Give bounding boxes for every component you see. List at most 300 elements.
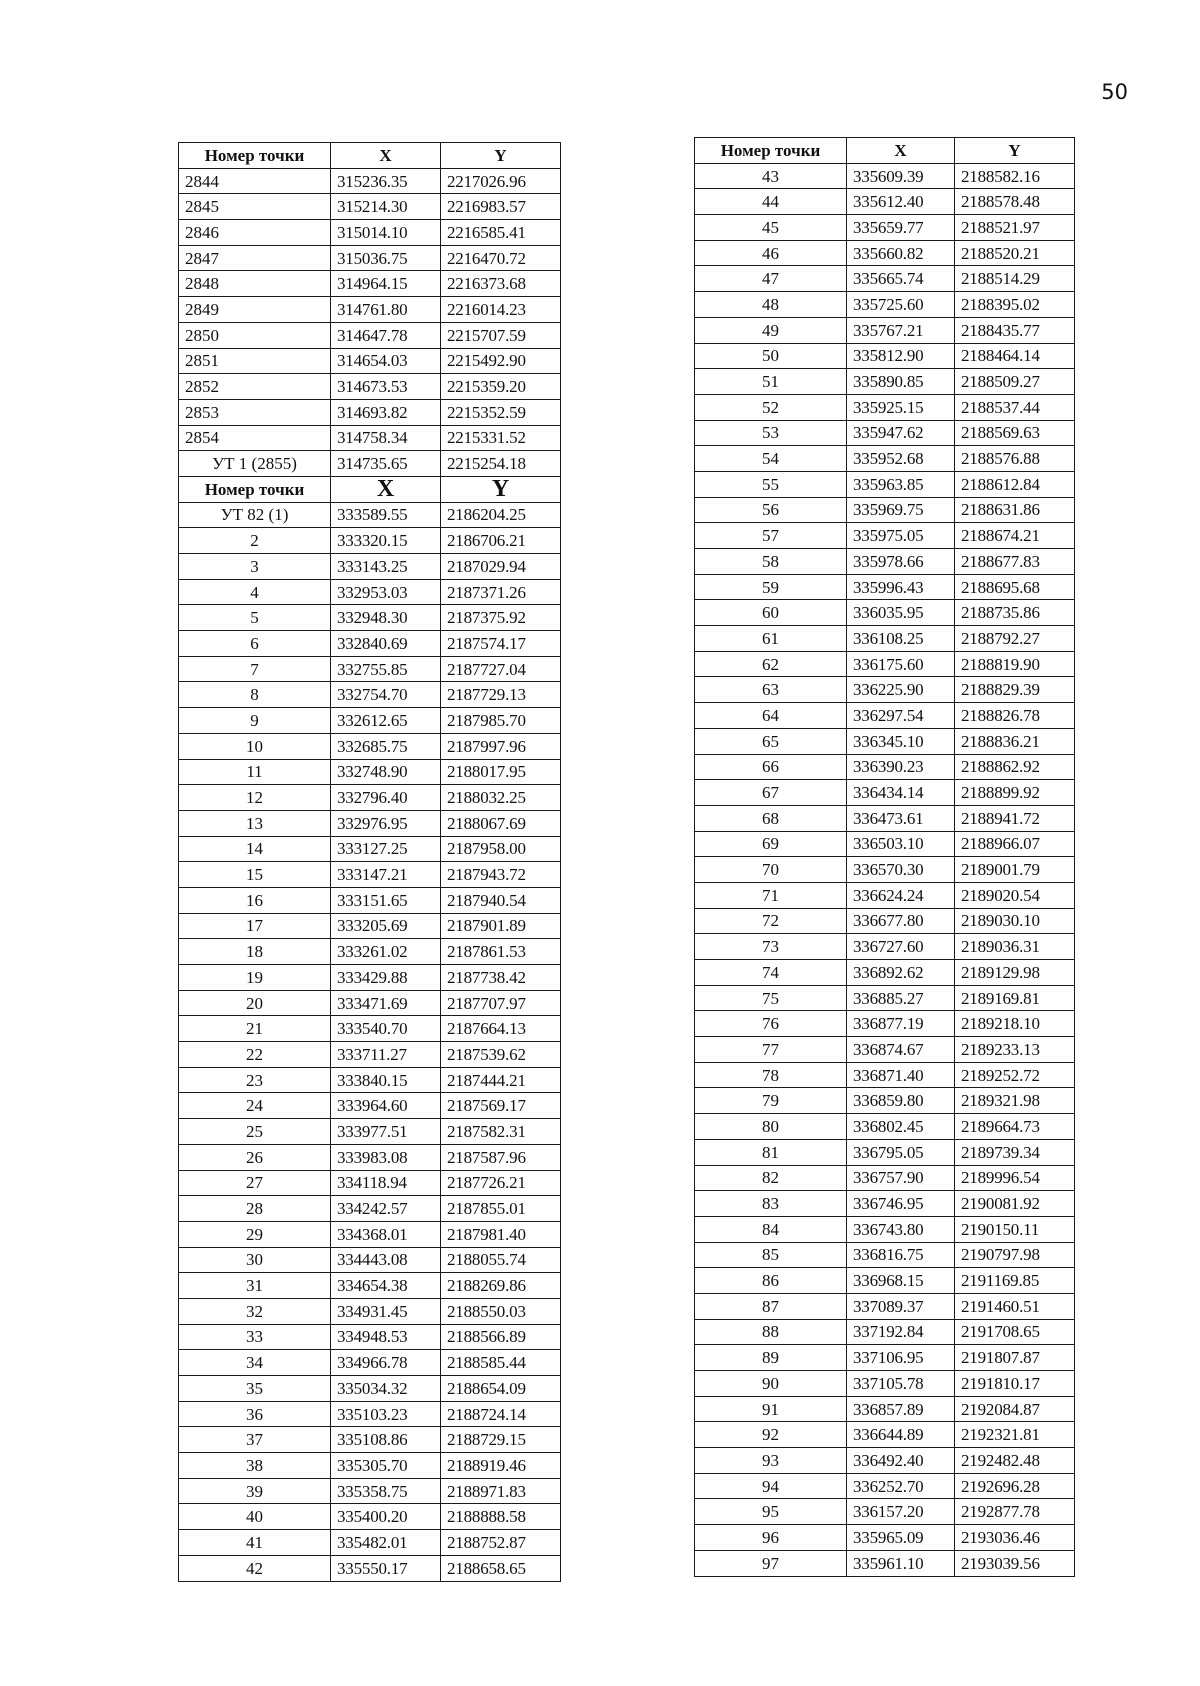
table-row	[179, 554, 561, 580]
table-row	[179, 1196, 561, 1222]
table-row	[695, 1525, 1075, 1551]
table-row	[695, 651, 1075, 677]
point-number-cell: 53	[695, 420, 847, 446]
point-number-cell: 73	[695, 934, 847, 960]
table-row	[695, 1011, 1075, 1037]
point-number-cell: УТ 82 (1)	[179, 502, 331, 528]
table-row	[695, 369, 1075, 395]
table-row	[695, 574, 1075, 600]
point-number-cell: 14	[179, 836, 331, 862]
x-value-cell: 336624.24	[847, 882, 955, 908]
x-value-cell: 314735.65	[331, 451, 441, 477]
y-value-cell: 2187371.26	[441, 579, 561, 605]
table-row	[695, 831, 1075, 857]
x-value-cell: 335034.32	[331, 1376, 441, 1402]
x-value-cell: 337089.37	[847, 1293, 955, 1319]
y-value-cell: 2187726.21	[441, 1170, 561, 1196]
x-value-cell: 335969.75	[847, 497, 955, 523]
table-row	[179, 656, 561, 682]
point-number-cell: 3	[179, 554, 331, 580]
point-number-cell: 88	[695, 1319, 847, 1345]
y-value-cell: 2188729.15	[441, 1427, 561, 1453]
x-value-cell: 335612.40	[847, 189, 955, 215]
table-row	[179, 913, 561, 939]
point-number-cell: 2850	[179, 322, 331, 348]
x-value-cell: 335996.43	[847, 574, 955, 600]
x-value-cell: 315014.10	[331, 220, 441, 246]
y-value-cell: 2188735.86	[955, 600, 1075, 626]
point-number-cell: 19	[179, 965, 331, 991]
x-value-cell: 315236.35	[331, 168, 441, 194]
table-row	[179, 194, 561, 220]
table-row	[695, 1114, 1075, 1140]
point-number-cell: 28	[179, 1196, 331, 1222]
y-value-cell: 2187958.00	[441, 836, 561, 862]
table-row	[179, 451, 561, 477]
table-row	[695, 1165, 1075, 1191]
y-value-cell: 2187943.72	[441, 862, 561, 888]
table-row	[695, 497, 1075, 523]
point-number-cell: 78	[695, 1062, 847, 1088]
y-value-cell: 2187029.94	[441, 554, 561, 580]
x-value-cell: 332840.69	[331, 631, 441, 657]
table-row	[179, 245, 561, 271]
x-value-cell: 333127.25	[331, 836, 441, 862]
point-number-cell: 76	[695, 1011, 847, 1037]
x-value-cell: 336035.95	[847, 600, 955, 626]
x-value-cell: 332748.90	[331, 759, 441, 785]
y-value-cell: 2215352.59	[441, 399, 561, 425]
table-row	[695, 240, 1075, 266]
x-value-cell: 333151.65	[331, 887, 441, 913]
table-row	[179, 168, 561, 194]
x-value-cell: 336492.40	[847, 1448, 955, 1474]
y-value-cell: 2215492.90	[441, 348, 561, 374]
x-value-cell: 314693.82	[331, 399, 441, 425]
x-value-cell: 333964.60	[331, 1093, 441, 1119]
x-value-cell: 337105.78	[847, 1371, 955, 1397]
table-row	[179, 862, 561, 888]
y-value-cell: 2186706.21	[441, 528, 561, 554]
point-number-cell: 41	[179, 1530, 331, 1556]
point-number-cell: 2851	[179, 348, 331, 374]
x-value-cell: 335725.60	[847, 292, 955, 318]
table-row	[695, 1499, 1075, 1525]
x-value-cell: 336677.80	[847, 908, 955, 934]
point-number-cell: 97	[695, 1550, 847, 1576]
x-value-cell: 335358.75	[331, 1478, 441, 1504]
point-number-cell: 17	[179, 913, 331, 939]
table-row	[179, 502, 561, 528]
table-row	[695, 1345, 1075, 1371]
point-number-cell: 62	[695, 651, 847, 677]
y-value-cell: 2187985.70	[441, 708, 561, 734]
table-row	[695, 292, 1075, 318]
point-number-cell: 65	[695, 728, 847, 754]
table-row	[695, 857, 1075, 883]
y-value-cell: 2188464.14	[955, 343, 1075, 369]
table-row	[179, 682, 561, 708]
point-number-cell: 15	[179, 862, 331, 888]
table-row	[695, 1319, 1075, 1345]
point-number-cell: 42	[179, 1555, 331, 1581]
y-value-cell: 2186204.25	[441, 502, 561, 528]
y-value-cell: 2215331.52	[441, 425, 561, 451]
y-value-cell: 2187587.96	[441, 1144, 561, 1170]
point-number-cell: 13	[179, 810, 331, 836]
y-value-cell: 2193036.46	[955, 1525, 1075, 1551]
point-number-cell: 2	[179, 528, 331, 554]
y-value-cell: 2190081.92	[955, 1191, 1075, 1217]
point-number-cell: 45	[695, 215, 847, 241]
point-number-cell: 30	[179, 1247, 331, 1273]
x-value-cell: 336297.54	[847, 703, 955, 729]
y-value-cell: 2188550.03	[441, 1298, 561, 1324]
table-row	[179, 733, 561, 759]
x-value-cell: 332948.30	[331, 605, 441, 631]
table-row	[179, 1093, 561, 1119]
y-value-cell: 2192696.28	[955, 1473, 1075, 1499]
y-value-cell: 2188566.89	[441, 1324, 561, 1350]
table-header-row	[179, 143, 561, 169]
y-value-cell: 2187855.01	[441, 1196, 561, 1222]
table-row	[179, 990, 561, 1016]
x-value-cell: 336859.80	[847, 1088, 955, 1114]
table-row	[179, 810, 561, 836]
y-value-cell: 2187582.31	[441, 1119, 561, 1145]
header-y: Y	[441, 143, 561, 169]
point-number-cell: 18	[179, 939, 331, 965]
point-number-cell: 12	[179, 785, 331, 811]
y-value-cell: 2188674.21	[955, 523, 1075, 549]
table-header-row	[179, 476, 561, 502]
x-value-cell: 333471.69	[331, 990, 441, 1016]
point-number-cell: 38	[179, 1453, 331, 1479]
point-number-cell: 2847	[179, 245, 331, 271]
y-value-cell: 2188724.14	[441, 1401, 561, 1427]
x-value-cell: 335108.86	[331, 1427, 441, 1453]
y-value-cell: 2188269.86	[441, 1273, 561, 1299]
x-value-cell: 314673.53	[331, 374, 441, 400]
table-row	[179, 348, 561, 374]
point-number-cell: 52	[695, 394, 847, 420]
y-value-cell: 2187901.89	[441, 913, 561, 939]
point-number-cell: 64	[695, 703, 847, 729]
x-value-cell: 335550.17	[331, 1555, 441, 1581]
point-number-cell: 69	[695, 831, 847, 857]
x-value-cell: 333540.70	[331, 1016, 441, 1042]
x-value-cell: 335767.21	[847, 317, 955, 343]
table-row	[695, 1422, 1075, 1448]
x-value-cell: 336727.60	[847, 934, 955, 960]
x-value-cell: 336795.05	[847, 1139, 955, 1165]
table-row	[179, 887, 561, 913]
y-value-cell: 2189321.98	[955, 1088, 1075, 1114]
y-value-cell: 2216014.23	[441, 297, 561, 323]
table-row	[179, 374, 561, 400]
point-number-cell: 44	[695, 189, 847, 215]
table-row	[695, 215, 1075, 241]
y-value-cell: 2215254.18	[441, 451, 561, 477]
x-value-cell: 334242.57	[331, 1196, 441, 1222]
x-value-cell: 336570.30	[847, 857, 955, 883]
x-value-cell: 334443.08	[331, 1247, 441, 1273]
table-row	[179, 1530, 561, 1556]
point-number-cell: 77	[695, 1037, 847, 1063]
y-value-cell: 2188576.88	[955, 446, 1075, 472]
point-number-cell: 67	[695, 780, 847, 806]
y-value-cell: 2188582.16	[955, 163, 1075, 189]
x-value-cell: 335965.09	[847, 1525, 955, 1551]
y-value-cell: 2188612.84	[955, 471, 1075, 497]
coordinates-table-right	[694, 137, 1075, 1577]
y-value-cell: 2188919.46	[441, 1453, 561, 1479]
table-row	[179, 939, 561, 965]
point-number-cell: 74	[695, 960, 847, 986]
table-row	[695, 189, 1075, 215]
x-value-cell: 335963.85	[847, 471, 955, 497]
y-value-cell: 2191460.51	[955, 1293, 1075, 1319]
point-number-cell: 51	[695, 369, 847, 395]
x-value-cell: 334966.78	[331, 1350, 441, 1376]
point-number-cell: 4	[179, 579, 331, 605]
point-number-cell: 86	[695, 1268, 847, 1294]
y-value-cell: 2187444.21	[441, 1067, 561, 1093]
point-number-cell: 93	[695, 1448, 847, 1474]
x-value-cell: 333320.15	[331, 528, 441, 554]
point-number-cell: 47	[695, 266, 847, 292]
point-number-cell: 92	[695, 1422, 847, 1448]
table-row	[179, 297, 561, 323]
point-number-cell: 58	[695, 549, 847, 575]
point-number-cell: 84	[695, 1216, 847, 1242]
x-value-cell: 336345.10	[847, 728, 955, 754]
point-number-cell: 46	[695, 240, 847, 266]
table-row	[695, 163, 1075, 189]
table-row	[695, 908, 1075, 934]
x-value-cell: 335305.70	[331, 1453, 441, 1479]
point-number-cell: 5	[179, 605, 331, 631]
table-row	[179, 1453, 561, 1479]
y-value-cell: 2187729.13	[441, 682, 561, 708]
point-number-cell: 82	[695, 1165, 847, 1191]
point-number-cell: 40	[179, 1504, 331, 1530]
table-row	[695, 1268, 1075, 1294]
x-value-cell: 332612.65	[331, 708, 441, 734]
point-number-cell: 2853	[179, 399, 331, 425]
point-number-cell: 66	[695, 754, 847, 780]
y-value-cell: 2188514.29	[955, 266, 1075, 292]
table-row	[695, 985, 1075, 1011]
point-number-cell: 2854	[179, 425, 331, 451]
y-value-cell: 2192084.87	[955, 1396, 1075, 1422]
point-number-cell: 48	[695, 292, 847, 318]
table-row	[695, 523, 1075, 549]
x-value-cell: 336877.19	[847, 1011, 955, 1037]
table-row	[179, 399, 561, 425]
point-number-cell: 95	[695, 1499, 847, 1525]
y-value-cell: 2188585.44	[441, 1350, 561, 1376]
y-value-cell: 2216373.68	[441, 271, 561, 297]
x-value-cell: 314654.03	[331, 348, 441, 374]
y-value-cell: 2187981.40	[441, 1221, 561, 1247]
point-number-cell: 50	[695, 343, 847, 369]
point-number-cell: 25	[179, 1119, 331, 1145]
y-value-cell: 2188032.25	[441, 785, 561, 811]
table-row	[179, 1067, 561, 1093]
table-row	[179, 528, 561, 554]
point-number-cell: 70	[695, 857, 847, 883]
x-value-cell: 335660.82	[847, 240, 955, 266]
table-row	[695, 780, 1075, 806]
y-value-cell: 2187727.04	[441, 656, 561, 682]
point-number-cell: 75	[695, 985, 847, 1011]
point-number-cell: 22	[179, 1042, 331, 1068]
x-value-cell: 335812.90	[847, 343, 955, 369]
point-number-cell: 26	[179, 1144, 331, 1170]
table-row	[695, 1396, 1075, 1422]
point-number-cell: 24	[179, 1093, 331, 1119]
point-number-cell: 11	[179, 759, 331, 785]
y-value-cell: 2187940.54	[441, 887, 561, 913]
x-value-cell: 337192.84	[847, 1319, 955, 1345]
table-row	[695, 266, 1075, 292]
y-value-cell: 2188658.65	[441, 1555, 561, 1581]
table-row	[179, 785, 561, 811]
table-row	[695, 805, 1075, 831]
point-number-cell: 6	[179, 631, 331, 657]
y-value-cell: 2216983.57	[441, 194, 561, 220]
table-row	[695, 728, 1075, 754]
y-value-cell: 2190797.98	[955, 1242, 1075, 1268]
point-number-cell: 71	[695, 882, 847, 908]
y-value-cell: 2187738.42	[441, 965, 561, 991]
table-row	[179, 1221, 561, 1247]
table-row	[179, 1555, 561, 1581]
table-row	[695, 1037, 1075, 1063]
point-number-cell: 2849	[179, 297, 331, 323]
table-row	[695, 1448, 1075, 1474]
y-value-cell: 2188826.78	[955, 703, 1075, 729]
y-value-cell: 2188654.09	[441, 1376, 561, 1402]
table-row	[179, 1298, 561, 1324]
table-row	[695, 677, 1075, 703]
point-number-cell: 31	[179, 1273, 331, 1299]
table-row	[695, 1473, 1075, 1499]
table-row	[179, 631, 561, 657]
y-value-cell: 2188695.68	[955, 574, 1075, 600]
point-number-cell: 2848	[179, 271, 331, 297]
x-value-cell: 333143.25	[331, 554, 441, 580]
x-value-cell: 333147.21	[331, 862, 441, 888]
table-row	[695, 317, 1075, 343]
point-number-cell: 90	[695, 1371, 847, 1397]
x-value-cell: 333983.08	[331, 1144, 441, 1170]
y-value-cell: 2188537.44	[955, 394, 1075, 420]
y-value-cell: 2187861.53	[441, 939, 561, 965]
table-row	[179, 1247, 561, 1273]
point-number-cell: 79	[695, 1088, 847, 1114]
x-value-cell: 335975.05	[847, 523, 955, 549]
x-value-cell: 336503.10	[847, 831, 955, 857]
y-value-cell: 2190150.11	[955, 1216, 1075, 1242]
point-number-cell: 59	[695, 574, 847, 600]
header-point-number: Номер точки	[695, 138, 847, 164]
y-value-cell: 2189036.31	[955, 934, 1075, 960]
point-number-cell: 57	[695, 523, 847, 549]
y-value-cell: 2188899.92	[955, 780, 1075, 806]
table-row	[695, 446, 1075, 472]
x-value-cell: 335659.77	[847, 215, 955, 241]
y-value-cell: 2189996.54	[955, 1165, 1075, 1191]
y-value-cell: 2189218.10	[955, 1011, 1075, 1037]
table-row	[179, 965, 561, 991]
table-row	[695, 343, 1075, 369]
table-row	[179, 1504, 561, 1530]
table-row	[179, 708, 561, 734]
table-row	[695, 420, 1075, 446]
point-number-cell: 60	[695, 600, 847, 626]
table-row	[695, 549, 1075, 575]
x-value-cell: 336892.62	[847, 960, 955, 986]
point-number-cell: 27	[179, 1170, 331, 1196]
table-row	[695, 754, 1075, 780]
point-number-cell: 20	[179, 990, 331, 1016]
y-value-cell: 2188819.90	[955, 651, 1075, 677]
table-row	[179, 836, 561, 862]
x-value-cell: 333205.69	[331, 913, 441, 939]
table-row	[695, 1293, 1075, 1319]
point-number-cell: 72	[695, 908, 847, 934]
header-x: X	[331, 476, 441, 502]
table-row	[695, 394, 1075, 420]
y-value-cell: 2189129.98	[955, 960, 1075, 986]
x-value-cell: 336743.80	[847, 1216, 955, 1242]
y-value-cell: 2188520.21	[955, 240, 1075, 266]
y-value-cell: 2192482.48	[955, 1448, 1075, 1474]
point-number-cell: 80	[695, 1114, 847, 1140]
y-value-cell: 2192321.81	[955, 1422, 1075, 1448]
header-x: X	[847, 138, 955, 164]
point-number-cell: 34	[179, 1350, 331, 1376]
table-row	[179, 1016, 561, 1042]
header-point-number: Номер точки	[179, 476, 331, 502]
table-row	[695, 960, 1075, 986]
point-number-cell: 32	[179, 1298, 331, 1324]
point-number-cell: 16	[179, 887, 331, 913]
x-value-cell: 334948.53	[331, 1324, 441, 1350]
x-value-cell: 332755.85	[331, 656, 441, 682]
y-value-cell: 2188055.74	[441, 1247, 561, 1273]
page-number: 50	[1101, 80, 1128, 104]
x-value-cell: 335961.10	[847, 1550, 955, 1576]
point-number-cell: 89	[695, 1345, 847, 1371]
x-value-cell: 336108.25	[847, 626, 955, 652]
x-value-cell: 336885.27	[847, 985, 955, 1011]
y-value-cell: 2188631.86	[955, 497, 1075, 523]
table-row	[179, 1376, 561, 1402]
y-value-cell: 2188509.27	[955, 369, 1075, 395]
point-number-cell: 81	[695, 1139, 847, 1165]
table-row	[179, 1144, 561, 1170]
y-value-cell: 2188752.87	[441, 1530, 561, 1556]
table-row	[179, 1273, 561, 1299]
x-value-cell: 314758.34	[331, 425, 441, 451]
point-number-cell: 37	[179, 1427, 331, 1453]
y-value-cell: 2193039.56	[955, 1550, 1075, 1576]
x-value-cell: 332976.95	[331, 810, 441, 836]
y-value-cell: 2188941.72	[955, 805, 1075, 831]
